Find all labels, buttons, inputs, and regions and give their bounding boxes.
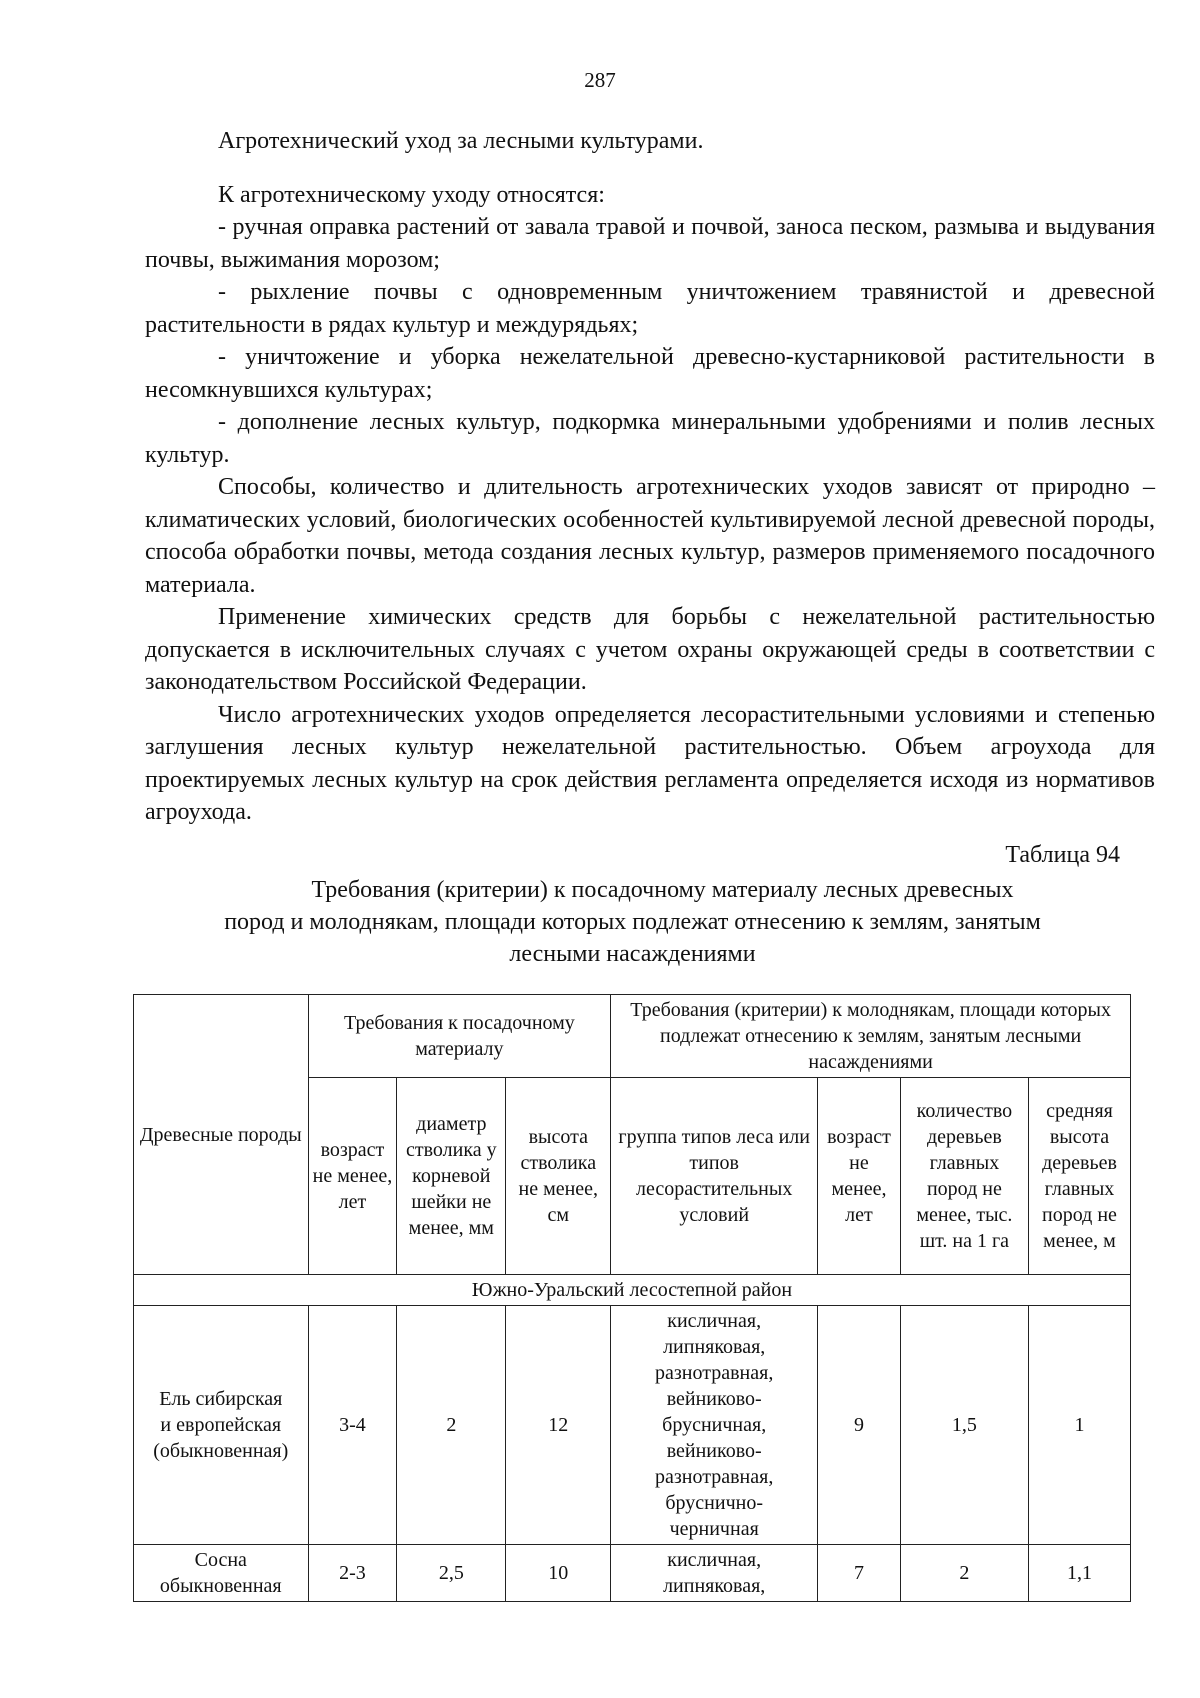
table-header-row-1: [134, 995, 1131, 1078]
header-forest-type: группа типов леса или типов лесорастительных условий: [611, 1078, 818, 1275]
avg-height-cell: 1: [1028, 1306, 1130, 1545]
header-young-stand-requirements: Требования (критерии) к молоднякам, площади которых подлежат отнесению к землям, занятым лесными насаждениями: [611, 995, 1131, 1078]
paragraph-intro: К агротехническому уходу относятся:: [218, 181, 605, 208]
table-row: [134, 1545, 1131, 1602]
tree-count-cell: 2: [900, 1545, 1028, 1602]
age-cell: 3-4: [308, 1306, 397, 1545]
header-planting-requirements: Требования к посадочному материалу: [308, 995, 611, 1078]
header-height: высота стволика не менее, см: [506, 1078, 611, 1275]
paragraph-methods: Способы, количество и длительность агротехнических уходов зависят от природно – климатических условий, биологических особенностей культивируемой лесной древесной породы, способа обработки почвы, метода создания лесных культур, размеров применяемого посадочного материала.: [145, 474, 1155, 598]
table-row: [134, 1306, 1131, 1545]
page-number: 287: [584, 68, 616, 92]
table-title-line-2: пород и молоднякам, площади которых подлежат отнесению к землям, занятым: [224, 909, 1041, 935]
paragraph-item-4: - дополнение лесных культур, подкормка минеральными удобрениями и полив лесных культур.: [145, 409, 1155, 468]
forest-type-cell: кисличная, липняковая,: [611, 1545, 818, 1602]
section-heading: Агротехнический уход за лесными культурами.: [218, 128, 704, 154]
avg-height-cell: 1,1: [1028, 1545, 1130, 1602]
header-diameter: диаметр стволика у корневой шейки не менее, мм: [397, 1078, 506, 1275]
header-avg-height: средняя высота деревьев главных пород не менее, м: [1028, 1078, 1130, 1275]
header-young-age: возраст не менее, лет: [818, 1078, 901, 1275]
header-age: возраст не менее, лет: [308, 1078, 397, 1275]
forest-type-cell: кисличная, липняковая, разнотравная, вейниково- брусничная, вейниково- разнотравная, бруснично- черничная: [611, 1306, 818, 1545]
young-age-cell: 7: [818, 1545, 901, 1602]
paragraph-item-3: - уничтожение и уборка нежелательной древесно-кустарниковой растительности в несомкнувшихся культурах;: [145, 344, 1155, 403]
table-region-row: [134, 1275, 1131, 1306]
body-text: [145, 125, 1155, 829]
table-title-line-3: лесными насаждениями: [509, 941, 756, 967]
region-label: Южно-Уральский лесостепной район: [134, 1275, 1131, 1306]
table-title-line-1: Требования (критерии) к посадочному материалу лесных древесных: [311, 877, 1014, 903]
age-cell: 2-3: [308, 1545, 397, 1602]
height-cell: 10: [506, 1545, 611, 1602]
table-number: Таблица 94: [1005, 842, 1120, 868]
paragraph-item-1: - ручная оправка растений от завала травой и почвой, заноса песком, размыва и выдувания почвы, выжимания морозом;: [145, 214, 1155, 273]
header-tree-count: количество деревьев главных пород не менее, тыс. шт. на 1 га: [900, 1078, 1028, 1275]
tree-count-cell: 1,5: [900, 1306, 1028, 1545]
young-age-cell: 9: [818, 1306, 901, 1545]
table-title: [145, 874, 1120, 970]
requirements-table: [133, 994, 1131, 1602]
height-cell: 12: [506, 1306, 611, 1545]
diameter-cell: 2,5: [397, 1545, 506, 1602]
paragraph-chemicals: Применение химических средств для борьбы с нежелательной растительностью допускается в исключительных случаях с учетом охраны окружающей среды в соответствии с законодательством Российской Федерации.: [145, 604, 1155, 695]
header-species: Древесные породы: [134, 995, 309, 1275]
species-cell: Сосна обыкновенная: [134, 1545, 309, 1602]
diameter-cell: 2: [397, 1306, 506, 1545]
paragraph-item-2: - рыхление почвы с одновременным уничтожением травянистой и древесной растительности в рядах культур и междурядьях;: [145, 279, 1155, 338]
species-cell: Ель сибирская и европейская (обыкновенная): [134, 1306, 309, 1545]
paragraph-count: Число агротехнических уходов определяется лесорастительными условиями и степенью заглушения лесных культур нежелательной растительностью. Объем агроухода для проектируемых лесных культур на срок действия регламента определяется исходя из нормативов агроухода.: [145, 701, 1155, 825]
